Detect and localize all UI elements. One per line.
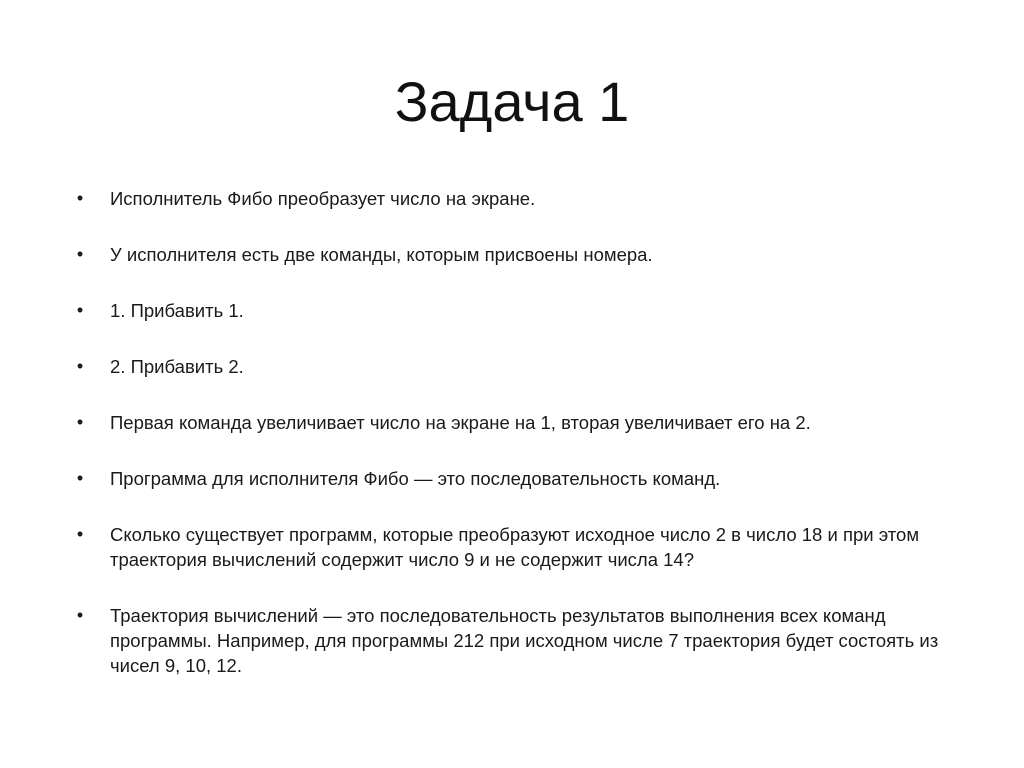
bullet-item [74, 522, 954, 572]
bullet-item [74, 242, 954, 267]
bullet-dot-icon: • [76, 524, 84, 544]
slide-title: Задача 1 [394, 70, 630, 133]
bullet-item [74, 603, 954, 678]
bullet-dot-icon: • [76, 605, 84, 625]
bullet-item [74, 466, 954, 491]
bullet-dot-icon: • [76, 356, 84, 376]
bullet-text: У исполнителя есть две команды, которым присвоены номера. [110, 244, 653, 265]
bullet-dot-icon: • [76, 300, 84, 320]
bullet-item [74, 354, 954, 379]
bullet-item [74, 410, 954, 435]
bullet-text: 2. Прибавить 2. [110, 356, 244, 377]
bullet-dot-icon: • [76, 412, 84, 432]
bullet-text: Траектория вычислений — это последовательность результатов выполнения всех команд программы. Например, для программы 212 при исходном числе 7 траектория будет состоять из чисел 9, 10, 12. [110, 605, 939, 676]
bullet-dot-icon: • [76, 468, 84, 488]
bullet-text: Исполнитель Фибо преобразует число на экране. [110, 188, 536, 209]
bullet-item [74, 298, 954, 323]
bullet-text: 1. Прибавить 1. [110, 300, 244, 321]
bullet-dot-icon: • [76, 188, 84, 208]
bullet-text: Программа для исполнителя Фибо — это последовательность команд. [110, 468, 721, 489]
bullet-dot-icon: • [76, 244, 84, 264]
bullet-text: Сколько существует программ, которые преобразуют исходное число 2 в число 18 и при этом траектория вычислений содержит число 9 и не содержит числа 14? [110, 524, 920, 570]
bullet-list [74, 186, 954, 678]
bullet-item [74, 186, 954, 211]
bullet-text: Первая команда увеличивает число на экране на 1, вторая увеличивает его на 2. [110, 412, 811, 433]
